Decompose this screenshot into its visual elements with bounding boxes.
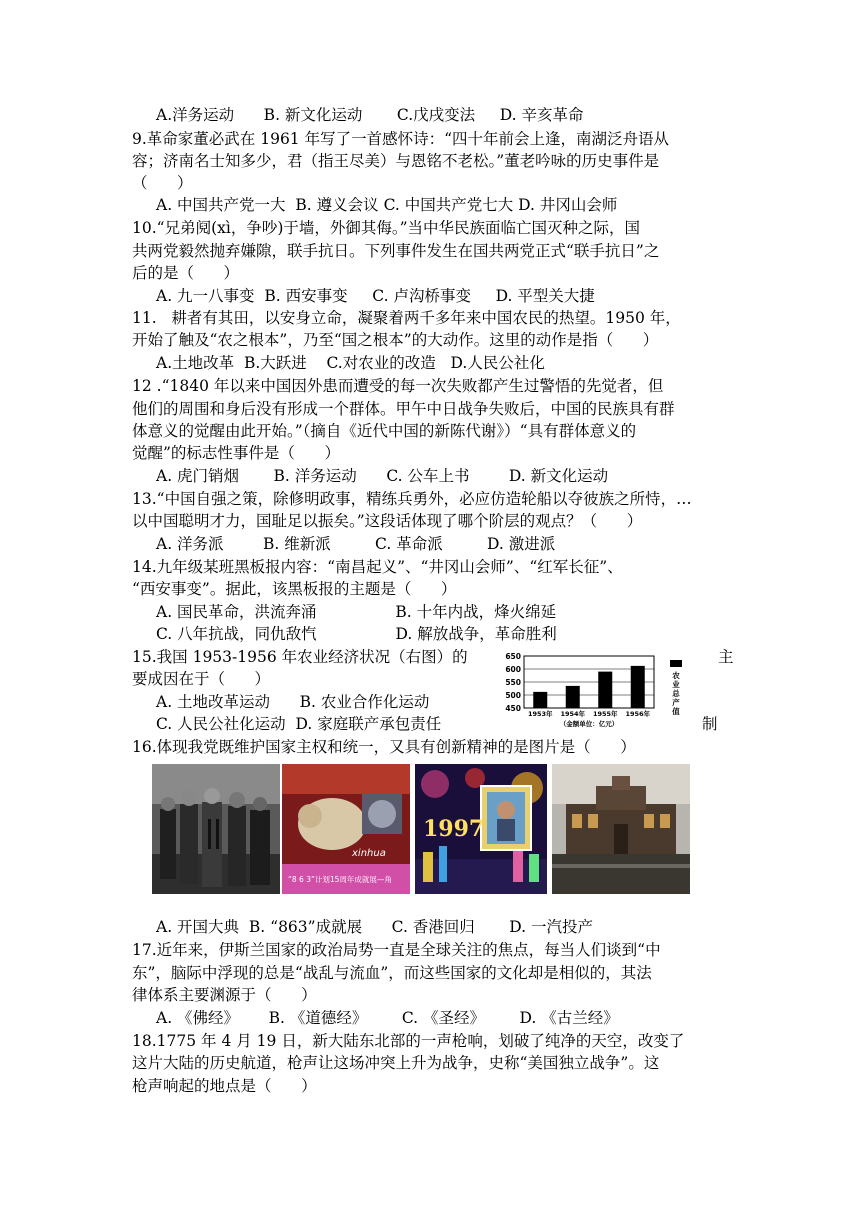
q17-stem-line1: 17.近年来，伊斯兰国家的政治局势一直是全球关注的焦点，每当人们谈到“中	[132, 941, 661, 959]
q18-stem-line1: 18.1775 年 4 月 19 日，新大陆东北部的一声枪响，划破了纯净的天空，改变了	[132, 1032, 685, 1050]
q18-stem-line3: 枪声响起的地点是（ ）	[132, 1077, 317, 1095]
q17-stem-line2: 东”，脑际中浮现的总是“战乱与流血”，而这些国家的文化却是相似的，其法	[132, 964, 652, 982]
q12-stem-line1: 12 .“1840 年以来中国因外患而遭受的每一次失败都产生过警悟的先觉者，但	[132, 377, 664, 395]
q13-options: A. 洋务派 B. 维新派 C. 革命派 D. 激进派	[156, 535, 556, 553]
photo-faw-factory	[552, 764, 690, 894]
q14-options-ab: A. 国民革命，洪流奔涌 B. 十年内战，烽火绵延	[156, 603, 557, 621]
q12-stem-line4: 觉醒”的标志性事件是（ ）	[132, 444, 340, 462]
q14-stem-line2: “西安事变”。据此，该黑板报的主题是（ ）	[132, 580, 457, 598]
photo-863-caption: “8 6 3”计划15周年成就展—角	[288, 875, 392, 884]
q12-stem-line2: 他们的周围和身后没有形成一个群体。甲午中日战争失败后，中国的民族具有群	[132, 400, 675, 418]
x-tick-label: 1954年	[560, 710, 586, 718]
y-tick-label: 600	[505, 665, 521, 674]
bar	[631, 666, 645, 708]
photo-863-exhibition	[282, 764, 410, 894]
y-tick-label: 550	[505, 678, 521, 687]
q10-options: A. 九一八事变 B. 西安事变 C. 卢沟桥事变 D. 平型关大捷	[156, 287, 595, 305]
q9-options: A. 中国共产党一大 B. 遵义会议 C. 中国共产党七大 D. 井冈山会师	[156, 196, 618, 214]
q15-options-cd: C. 人民公社化运动 D. 家庭联产承包责任	[156, 715, 442, 733]
q10-stem-line1: 10.“兄弟阋(xì，争吵)于墙，外御其侮。”当中华民族面临亡国灭种之际，国	[132, 219, 641, 237]
bar	[566, 686, 580, 708]
q15-options-cd-end: 制	[702, 715, 718, 733]
q14-stem-line1: 14.九年级某班黑板报内容：“南昌起义”、“井冈山会师”、“红军长征”、	[132, 558, 623, 576]
q12-options: A. 虎门销烟 B. 洋务运动 C. 公车上书 D. 新文化运动	[156, 467, 609, 485]
q16-stem: 16.体现我党既维护国家主权和统一，又具有创新精神的是图片是（ ）	[132, 738, 636, 756]
legend-label-char: 总	[672, 689, 680, 698]
bar	[598, 672, 612, 708]
q9-stem-line2: 容；济南名士知多少，君（指王尽美）与恩铭不老松。”董老吟咏的历史事件是	[132, 152, 660, 170]
q11-stem-line2: 开始了触及“农之根本”，乃至“国之根本”的大动作。这里的动作是指（ ）	[132, 331, 659, 349]
q17-options: A. 《佛经》 B. 《道德经》 C. 《圣经》 D. 《古兰经》	[156, 1009, 619, 1027]
x-tick-label: 1955年	[592, 710, 618, 718]
q15-options-ab: A. 土地改革运动 B. 农业合作化运动	[156, 693, 430, 711]
q15-stem-line1-end: 主	[718, 648, 734, 666]
q10-stem-line3: 后的是（ ）	[132, 264, 240, 282]
x-tick-label: 1956年	[625, 710, 651, 718]
q15-stem-line2: 要成因在于（ ）	[132, 670, 271, 688]
legend-label-char: 农	[672, 671, 680, 680]
q10-stem-line2: 共两党毅然抛弃嫌隙，联手抗日。下列事件发生在国共两党正式“联手抗日”之	[132, 242, 660, 260]
q18-stem-line2: 这片大陆的历史航道，枪声让这场冲突上升为战争，史称“美国独立战争”。这	[132, 1054, 660, 1072]
q15-agriculture-chart	[498, 652, 688, 732]
y-tick-label: 650	[505, 652, 521, 661]
photo-founding-ceremony	[152, 764, 280, 894]
y-tick-label: 450	[505, 704, 521, 713]
q9-answer-blank: （ ）	[132, 174, 193, 192]
chart-unit-label: （金额单位：亿元）	[559, 720, 619, 728]
q15-stem-line1: 15.我国 1953-1956 年农业经济状况（右图）的	[132, 648, 468, 666]
q11-options: A.土地改革 B.大跃进 C.对农业的改造 D.人民公社化	[156, 354, 545, 372]
q8-options: A.洋务运动 B. 新文化运动 C.戊戌变法 D. 辛亥革命	[156, 106, 584, 124]
q17-stem-line3: 律体系主要渊源于（ ）	[132, 986, 317, 1004]
bar	[533, 692, 547, 708]
q11-stem-line1: 11. 耕者有其田，以安身立命，凝聚着两千多年来中国农民的热望。1950 年，	[132, 309, 681, 327]
q14-options-cd: C. 八年抗战，同仇敌忾 D. 解放战争，革命胜利	[156, 625, 557, 643]
x-tick-label: 1953年	[527, 710, 553, 718]
q16-options: A. 开国大典 B. “863”成就展 C. 香港回归 D. 一汽投产	[156, 918, 594, 936]
legend-label-char: 值	[672, 707, 680, 716]
photo-watermark: xinhua	[352, 848, 386, 859]
legend-label-char: 业	[672, 680, 680, 689]
q13-stem-line1: 13.“中国自强之策，除修明政事，精练兵勇外，必应仿造轮船以夺彼族之所恃，…	[132, 490, 692, 508]
legend-swatch	[670, 660, 682, 667]
photo-hong-kong-return	[415, 764, 547, 894]
q12-stem-line3: 体意义的觉醒由此开始。”（摘自《近代中国的新陈代谢》）“具有群体意义的	[132, 422, 637, 440]
y-tick-label: 500	[505, 691, 521, 700]
legend-label-char: 产	[672, 698, 680, 707]
q13-stem-line2: 以中国聪明才力，国耻足以振矣。”这段话体现了哪个阶层的观点？（ ）	[132, 512, 643, 530]
q9-stem-line1: 9.革命家董必武在 1961 年写了一首感怀诗：“四十年前会上逢，南湖泛舟语从	[132, 130, 670, 148]
photo-year-1997: 1997	[423, 816, 485, 842]
chart-svg	[498, 652, 688, 732]
